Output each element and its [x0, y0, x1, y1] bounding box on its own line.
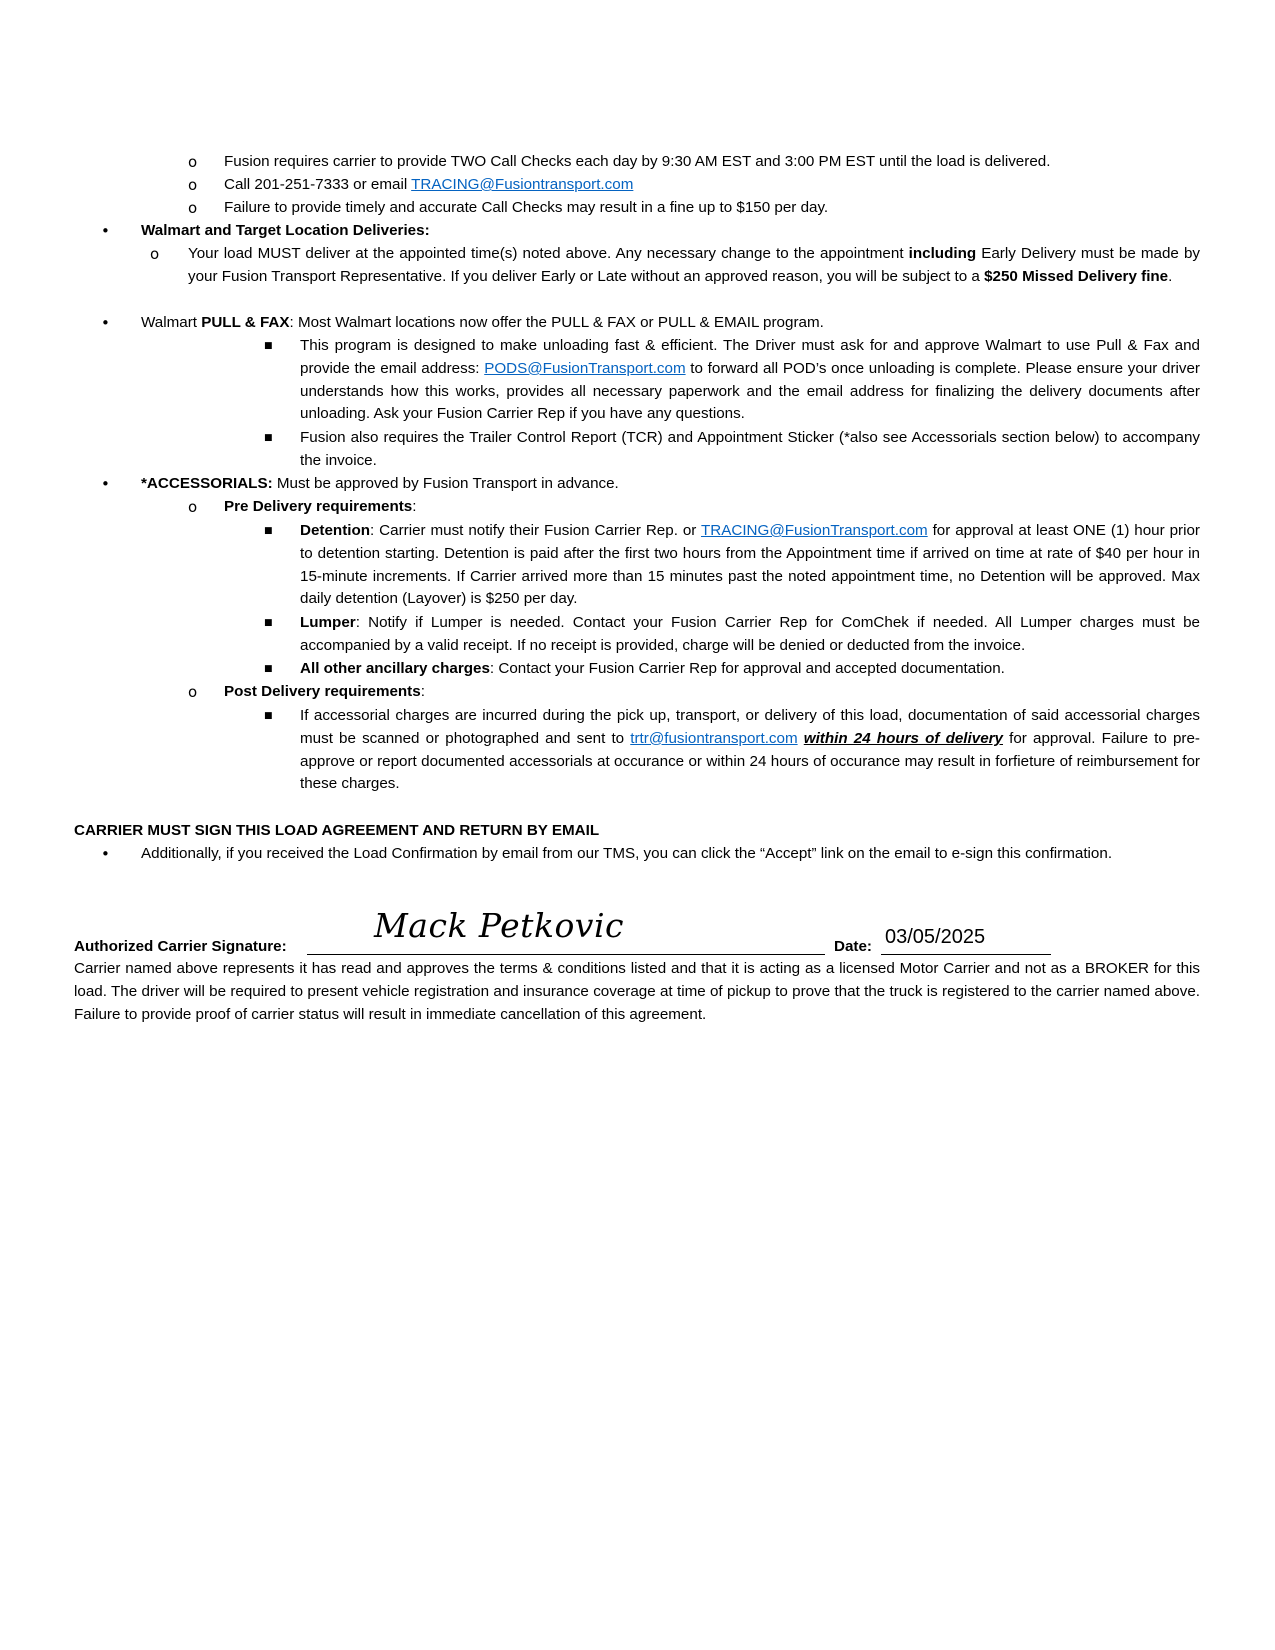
detention-text-cont: for approval at least ONE (1) hour prior to detention starting. Detention is paid after the first two hours from the Appointment time if arrived on time at rate of $40 per hour in 15-minute increments. If Carrier arrived more than 15 minutes past the noted appointment time, no Detention will be approved. Max daily detention (Layover) is $250 per day. [300, 522, 1200, 608]
post-delivery-paragraph [300, 705, 1200, 796]
accessorials-note: Must be approved by Fusion Transport in advance. [272, 475, 619, 492]
appointment-paragraph [188, 243, 1200, 289]
pull-fax-prefix: Walmart [141, 314, 202, 331]
circle-bullet-icon: o [188, 498, 198, 516]
square-bullet-icon: ■ [264, 711, 273, 721]
pull-fax-program-paragraph [300, 335, 1200, 426]
detention-text: : Carrier must notify their Fusion Carrier Rep. or [370, 522, 701, 539]
post-delivery-heading-line [224, 681, 425, 704]
call-check-fine: Failure to provide timely and accurate Call Checks may result in a fine up to $150 per day. [224, 199, 829, 216]
signature-line[interactable] [307, 954, 825, 955]
date-line[interactable] [881, 954, 1051, 955]
call-contact-text: Call 201-251-7333 or email [224, 176, 412, 193]
circle-bullet-icon: o [150, 245, 160, 263]
ancillary-label: All other ancillary charges [300, 660, 490, 677]
detention-paragraph [300, 520, 1200, 611]
program-text-cont: to forward all POD’s once unloading is complete. Please ensure your driver understands how this works, provides all necessary paperwork and the email address for finalizing the delivery documents after unloading. Ask your Fusion Carrier Rep if you have any questions. [300, 359, 1200, 423]
post-delivery-heading: Post Delivery requirements [224, 683, 421, 700]
accessorials-heading-line [141, 473, 619, 496]
within-24-hours-emphasis: within 24 hours of delivery [803, 729, 1003, 747]
pre-delivery-colon: : [412, 498, 417, 515]
appointment-end: . [1168, 267, 1173, 285]
lumper-text: : Notify if Lumper is needed. Contact your Fusion Carrier Rep for ComChek if needed. All Lumper charges must be accompanied by a valid receipt. If no receipt is provided, charge will be denied or deducted from the invoice. [300, 614, 1200, 654]
trtr-email-link[interactable]: trtr@fusiontransport.com [630, 729, 798, 747]
bullet-dot-icon: • [101, 845, 110, 863]
post-delivery-text: If accessorial charges are incurred during the pick up, transport, or delivery of this load, documentation of said accessorial charges must be scanned or photographed and sent to [300, 707, 1200, 747]
bullet-dot-icon: • [101, 314, 110, 332]
ancillary-paragraph [300, 658, 1005, 681]
lumper-paragraph [300, 612, 1200, 658]
call-contact-line [224, 174, 633, 197]
appointment-text-cont: Early Delivery must be made by your Fusion Transport Representative. If you deliver Early or Late without an approved reason, you will be subject to a [188, 245, 1200, 285]
tracing-email-link[interactable]: TRACING@Fusiontransport.com [411, 176, 634, 193]
pull-fax-label: PULL & FAX [201, 314, 290, 331]
circle-bullet-icon: o [188, 199, 198, 217]
square-bullet-icon: ■ [264, 526, 273, 536]
program-text: This program is designed to make unloading fast & efficient. The Driver must ask for and approve Walmart to use Pull & Fax and provide the email address: [300, 337, 1200, 377]
accessorials-heading: *ACCESSORIALS: [141, 475, 273, 492]
ancillary-text: : Contact your Fusion Carrier Rep for approval and accepted documentation. [489, 660, 1005, 677]
detention-label: Detention [300, 522, 371, 539]
date-value: 03/05/2025 [885, 926, 986, 948]
circle-bullet-icon: o [188, 176, 198, 194]
date-label: Date: [834, 938, 872, 955]
pull-fax-suffix: : Most Walmart locations now offer the PULL & FAX or PULL & EMAIL program. [289, 314, 824, 331]
circle-bullet-icon: o [188, 153, 198, 171]
sign-return-heading: CARRIER MUST SIGN THIS LOAD AGREEMENT AND RETURN BY EMAIL [74, 822, 600, 839]
circle-bullet-icon: o [188, 683, 198, 701]
appointment-text: Your load MUST deliver at the appointed time(s) noted above. Any necessary change to the appointment [188, 245, 909, 262]
bullet-dot-icon: • [101, 475, 110, 493]
tcr-requirement: Fusion also requires the Trailer Control Report (TCR) and Appointment Sticker (*also see Accessorials section below) to accompany the invoice. [300, 429, 1200, 469]
post-delivery-text-cont: for approval. Failure to pre-approve or report documented accessorials at occurance or within 24 hours of occurance may result in forfieture of reimbursement for these charges. [300, 729, 1200, 793]
pre-delivery-heading-line [224, 496, 416, 519]
e-sign-note: Additionally, if you received the Load Confirmation by email from our TMS, you can click the “Accept” link on the email to e-sign this confirmation. [141, 845, 1113, 862]
missed-delivery-fine: $250 Missed Delivery fine [984, 267, 1169, 285]
square-bullet-icon: ■ [264, 341, 273, 351]
signature-label: Authorized Carrier Signature: [74, 938, 287, 955]
square-bullet-icon: ■ [264, 433, 273, 443]
square-bullet-icon: ■ [264, 664, 273, 674]
lumper-label: Lumper [300, 614, 356, 631]
pods-email-link[interactable]: PODS@FusionTransport.com [484, 359, 686, 377]
carrier-representation-paragraph: Carrier named above represents it has read and approves the terms & conditions listed and that it is acting as a licensed Motor Carrier and not as a BROKER for this load. The driver will be required to present vehicle registration and insurance coverage at time of pickup to prove that the truck is registered to the carrier named above. Failure to provide proof of carrier status will result in immediate cancellation of this agreement. [74, 960, 1200, 1023]
post-delivery-colon: : [420, 683, 425, 700]
detention-email-link[interactable]: TRACING@FusionTransport.com [700, 522, 928, 539]
pull-fax-heading [141, 312, 824, 335]
call-check-requirement: Fusion requires carrier to provide TWO Call Checks each day by 9:30 AM EST and 3:00 PM EST until the load is delivered. [224, 153, 1051, 170]
including-emphasis: including [908, 245, 977, 262]
walmart-target-heading: Walmart and Target Location Deliveries: [141, 222, 430, 239]
bullet-dot-icon: • [101, 222, 110, 240]
handwritten-signature: Mack Petkovic [374, 906, 624, 945]
pre-delivery-heading: Pre Delivery requirements [224, 498, 413, 515]
square-bullet-icon: ■ [264, 618, 273, 628]
